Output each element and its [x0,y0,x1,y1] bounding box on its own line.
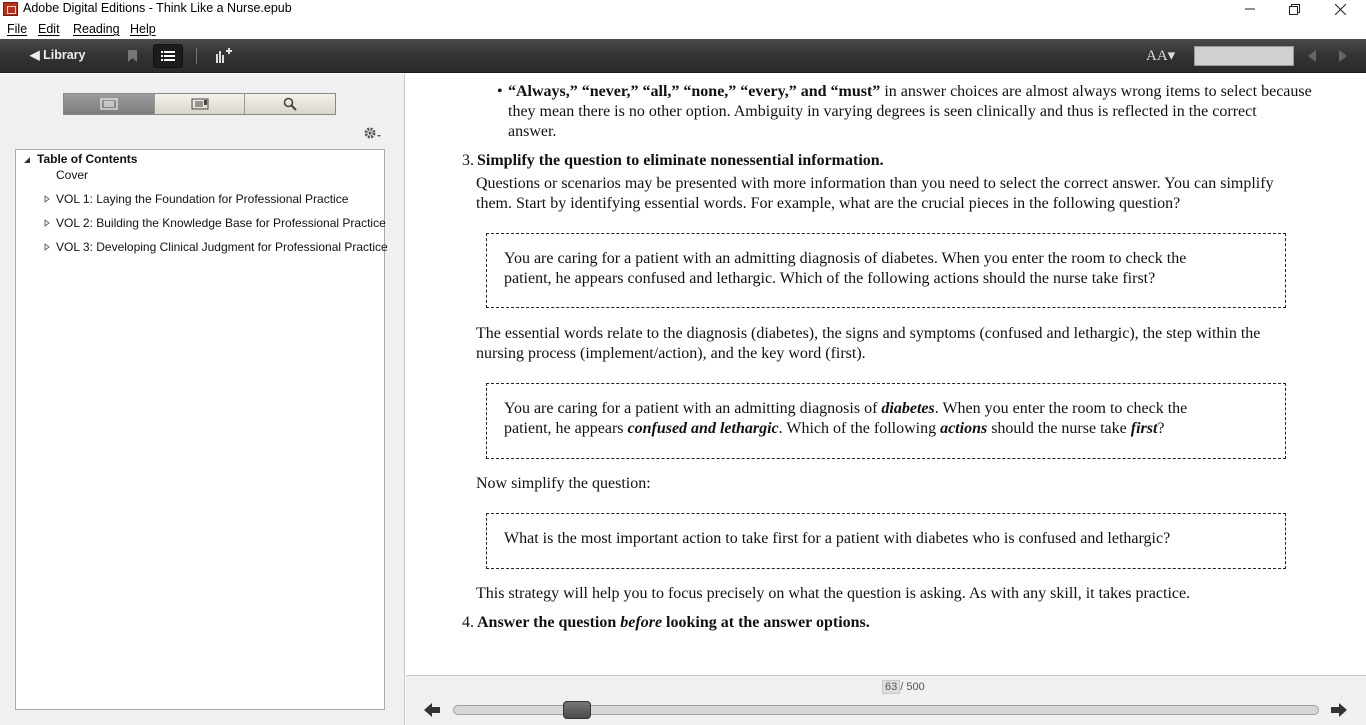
restore-icon [1289,4,1300,15]
box2-text: . When you enter the room to check the [934,400,1188,417]
item3-para-line-1: Questions or scenarios may be presented with more information than you need to select the correct answer. You can simplify [476,175,1274,192]
box2-text: You are caring for a patient with an admitting diagnosis of [504,400,882,417]
app-icon [3,2,18,16]
toc-item-vol1[interactable]: VOL 1: Laying the Foundation for Professional Practice [56,192,349,206]
box1-line-1: You are caring for a patient with an admitting diagnosis of diabetes. When you enter the room to check the [504,250,1187,267]
essential-line-1: The essential words relate to the diagnosis (diabetes), the signs and symptoms (confused and lethargic), the step within the [476,325,1261,342]
page-slider-thumb[interactable] [563,701,591,719]
box2-line-1 [504,399,1187,419]
box2-emphasis-diabetes: diabetes [881,400,935,417]
chart-plus-icon [209,44,239,68]
item3-number: 3. [462,152,474,169]
item4-number: 4. [462,614,474,631]
bookmark-button[interactable] [118,44,148,68]
bullet-line-2: they mean there is no other option. Ambiguity in varying degrees is seen clinically and thus is reflected in the correct [508,103,1257,120]
search-view-button[interactable] [245,94,335,114]
page-navigation-bar [406,675,1366,725]
item3-para-line-2: them. Start by identifying essential words. For example, what are the crucial pieces in the following question? [476,195,1181,212]
box2-emphasis-symptoms: confused and lethargic [627,420,779,437]
menu-file[interactable]: File [7,22,28,36]
bullet-text: in answer choices are almost always wrong items to select because [880,83,1312,100]
box2-emphasis-first: first [1130,420,1158,437]
next-page-arrow-icon[interactable] [1330,702,1348,718]
minimize-icon [1245,4,1255,14]
item4-emphasis: before [620,614,663,631]
collapse-triangle-icon[interactable] [23,156,31,164]
item4-text: looking at the answer options. [662,614,870,631]
box1-line-2: patient, he appears confused and lethargic. Which of the following actions should the nurse take first? [504,270,1156,287]
essential-line-2: nursing process (implement/action), and the key word (first). [476,345,866,362]
box3-line-1: What is the most important action to take first for a patient with diabetes who is confused and lethargic? [504,530,1171,547]
toc-item-cover[interactable]: Cover [56,168,89,182]
sidebar-view-switcher [63,93,336,115]
close-button[interactable] [1318,0,1363,19]
current-page[interactable]: 63 [882,680,900,694]
toc-item-vol2[interactable]: VOL 2: Building the Knowledge Base for Professional Practice [56,216,386,230]
close-icon [1335,4,1346,15]
example-box-2 [486,383,1286,459]
minimize-button[interactable] [1227,0,1272,19]
menu-edit[interactable]: Edit [38,22,60,36]
bullet-dot: • [497,83,503,100]
list-icon [154,45,182,67]
bullet-line-1 [508,82,1312,102]
title-bar [0,0,1366,19]
bookmarks-list-icon [191,98,209,110]
example-box-1 [486,233,1286,308]
expand-triangle-icon[interactable] [44,195,50,203]
page-indicator [882,681,925,693]
item4-heading [477,613,870,633]
box2-text: . Which of the following [778,420,941,437]
bullet-line-3: answer. [508,123,557,140]
add-to-library-button[interactable] [209,44,239,68]
total-pages: / 500 [900,681,925,693]
box2-text: patient, he appears [504,420,628,437]
menu-reading[interactable]: Reading [73,22,120,36]
previous-page-arrow-icon[interactable] [423,702,441,718]
item3-heading: Simplify the question to eliminate nonessential information. [477,152,884,169]
bookmark-icon [118,44,148,68]
expand-triangle-icon[interactable] [44,219,50,227]
box2-text: should the nurse take [987,420,1131,437]
example-box-3 [486,513,1286,569]
expand-triangle-icon[interactable] [44,243,50,251]
item4-text: Answer the question [477,614,621,631]
toc-toggle-button[interactable] [153,44,183,68]
prev-page-icon[interactable] [1305,49,1319,63]
font-size-button[interactable]: AA▾ [1146,48,1176,64]
box2-line-2 [504,419,1165,439]
toc-icon [100,98,118,110]
menu-help[interactable]: Help [130,22,156,36]
toc-panel [15,149,388,710]
toolbar [0,39,1366,73]
search-icon [283,97,297,111]
box2-text: ? [1157,420,1165,437]
settings-menu-button[interactable] [363,126,383,143]
next-page-icon[interactable] [1336,49,1350,63]
bullet-keywords: “Always,” “never,” “all,” “none,” “every,” and “must” [508,83,881,100]
toc-title[interactable]: Table of Contents [37,152,138,166]
reading-pane [406,74,1366,675]
gear-icon [363,126,383,140]
toc-item-vol3[interactable]: VOL 3: Developing Clinical Judgment for Professional Practice [56,240,388,254]
sidebar [0,74,405,725]
simplify-label: Now simplify the question: [476,475,651,492]
bookmarks-view-button[interactable] [155,94,246,114]
restore-button[interactable] [1272,0,1317,19]
strategy-text: This strategy will help you to focus precisely on what the question is asking. As with any skill, it takes practice. [476,585,1191,602]
toc-view-button[interactable] [64,94,155,114]
window-title: Adobe Digital Editions - Think Like a Nurse.epub [23,1,292,15]
menu-bar [0,19,1366,39]
page-input[interactable] [1194,46,1294,66]
box2-emphasis-actions: actions [940,420,988,437]
toolbar-divider [196,48,197,64]
library-button[interactable]: ◀ Library [30,48,86,62]
